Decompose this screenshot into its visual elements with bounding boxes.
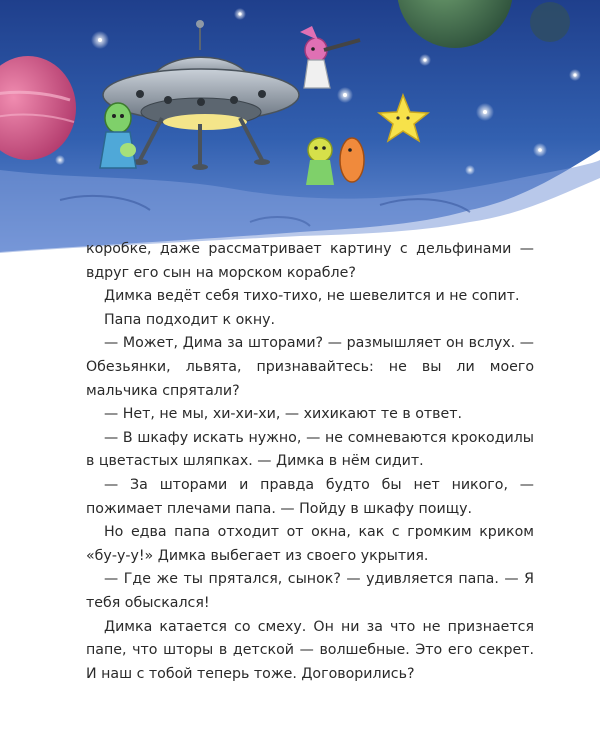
paragraph: — Может, Дима за шторами? — размышляет он вслух. — Обезьянки, львята, признавайтесь: не вы ли моего мальчика спрятали?: [86, 335, 534, 399]
story-text: [86, 238, 534, 686]
paragraph: — В шкафу искать нужно, — не сомневаются крокодилы в цветастых шляпках. — Димка в нём сидит.: [86, 429, 534, 470]
paragraph: Папа подходит к окну.: [104, 311, 275, 328]
paragraph: Но едва папа отходит от окна, как с громким криком «бу-у-у!» Димка выбегает из своего укрытия.: [86, 524, 534, 564]
alien-left: [100, 103, 136, 168]
paragraph: — За шторами и правда будто бы нет никого, — пожимает плечами папа. — Пойду в шкафу поищу.: [86, 476, 534, 517]
paragraph: — Нет, не мы, хи-хи-хи, — хихикают те в ответ.: [104, 406, 463, 423]
space-illustration: [0, 0, 600, 260]
paragraph: Димка ведёт себя тихо-тихо, не шевелится и не сопит.: [104, 288, 520, 305]
paragraph: Димка катается со смеху. Он ни за что не признается папе, что шторы в детской — волшебные. Это его секрет. И наш с тобой теперь тоже. Договорились?: [86, 618, 534, 682]
paragraph: — Где же ты прятался, сынок? — удивляется папа. — Я тебя обыскался!: [86, 571, 534, 611]
paragraph: коробке, даже рассматривает картину с дельфинами — вдруг его сын на морском корабле?: [86, 241, 534, 281]
